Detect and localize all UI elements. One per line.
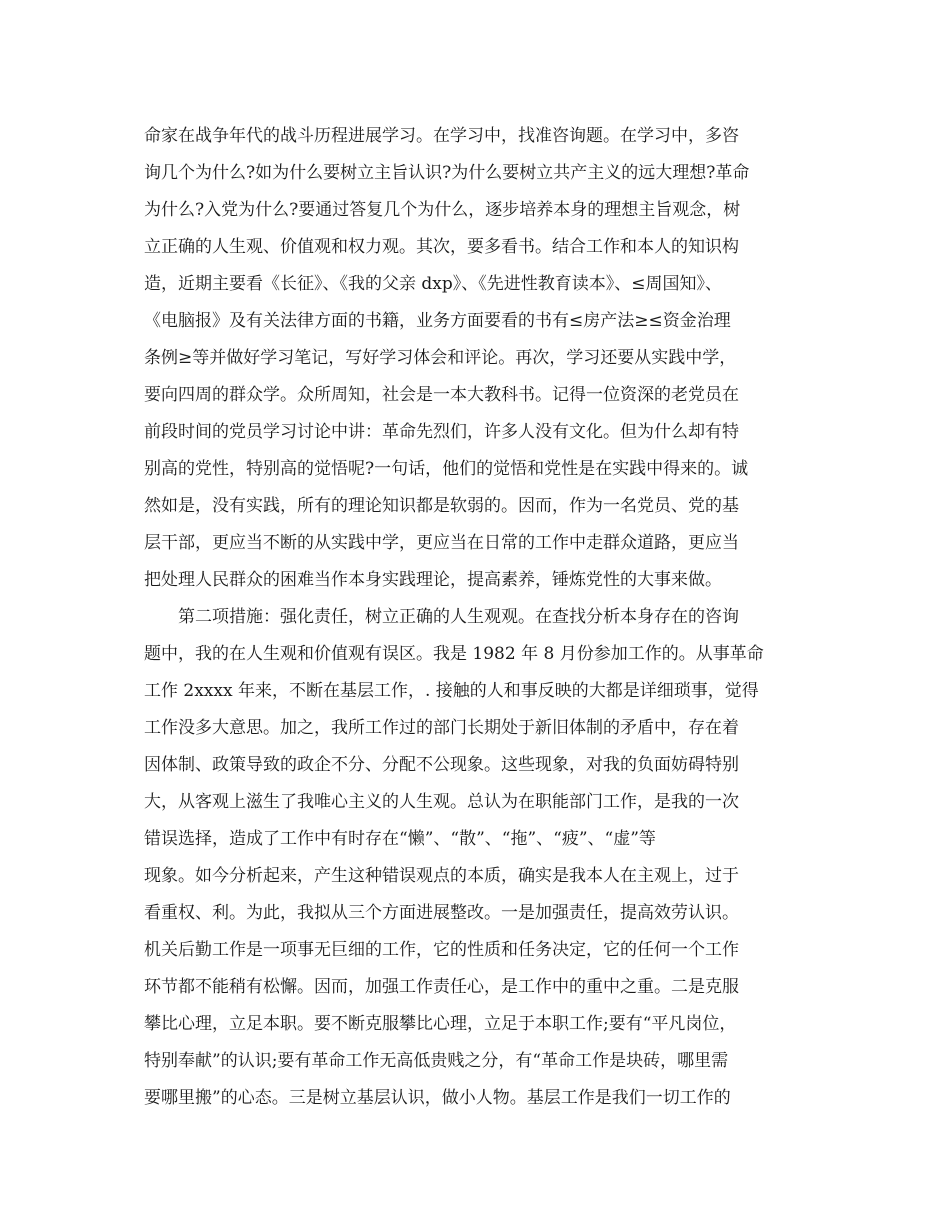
text-line: 别高的党性，特别高的觉悟呢?一句话，他们的觉悟和党性是在实践中得来的。诚 xyxy=(144,459,749,479)
text-line: 条例≥等并做好学习笔记，写好学习体会和评论。再次，学习还要从实践中学， xyxy=(144,348,737,368)
text-line: 看重权、利。为此，我拟从三个方面进展整改。一是加强责任，提高效劳认识。 xyxy=(144,903,739,923)
text-line: 环节都不能稍有松懈。因而，加强工作责任心，是工作中的重中之重。二是克服 xyxy=(144,977,739,997)
text-line: 层干部，更应当不断的从实践中学，更应当在日常的工作中走群众道路，更应当 xyxy=(144,533,739,553)
text-line: 命家在战争年代的战斗历程进展学习。在学习中，找准咨询题。在学习中，多咨 xyxy=(144,126,739,146)
text-line: 工作 2xxxx 年来，不断在基层工作，. 接触的人和事反映的大都是详细琐事，觉得 xyxy=(144,681,759,701)
text-line: 现象。如今分析起来，产生这种错误观点的本质，确实是我本人在主观上，过于 xyxy=(144,866,739,886)
text-line: 大，从客观上滋生了我唯心主义的人生观。总认为在职能部门工作，是我的一次 xyxy=(144,792,739,812)
text-line: 要向四周的群众学。众所周知，社会是一本大教科书。记得一位资深的老党员在 xyxy=(144,385,739,405)
text-line: 题中，我的在人生观和价值观有误区。我是 1982 年 8 月份参加工作的。从事革命 xyxy=(144,644,764,664)
text-line: 前段时间的党员学习讨论中讲：革命先烈们，许多人没有文化。但为什么却有特 xyxy=(144,422,739,442)
text-line: 因体制、政策导致的政企不分、分配不公现象。这些现象，对我的负面妨碍特别 xyxy=(144,755,739,775)
text-line: 攀比心理，立足本职。要不断克服攀比心理，立足于本职工作;要有“平凡岗位， xyxy=(144,1014,737,1034)
text-line: 为什么?入党为什么?要通过答复几个为什么，逐步培养本身的理想主旨观念，树 xyxy=(144,200,741,220)
text-line: 立正确的人生观、价值观和权力观。其次，要多看书。结合工作和本人的知识构 xyxy=(144,237,739,257)
text-line: 错误选择，造成了工作中有时存在“懒”、“散”、“拖”、“疲”、“虚”等 xyxy=(144,829,656,849)
text-line: 然如是，没有实践，所有的理论知识都是软弱的。因而，作为一名党员、党的基 xyxy=(144,496,739,516)
paragraph-start-line: 第二项措施：强化责任，树立正确的人生观观。在查找分析本身存在的咨询 xyxy=(178,607,739,627)
text-line: 工作没多大意思。加之，我所工作过的部门长期处于新旧体制的矛盾中，存在着 xyxy=(144,718,739,738)
body-text xyxy=(144,118,824,1117)
text-line: 机关后勤工作是一项事无巨细的工作，它的性质和任务决定，它的任何一个工作 xyxy=(144,940,739,960)
text-line: 造，近期主要看《长征》、《我的父亲 dxp》、《先进性教育读本》、≤周国知》、 xyxy=(144,274,722,294)
text-line: 要哪里搬”的心态。三是树立基层认识，做小人物。基层工作是我们一切工作的 xyxy=(144,1088,731,1108)
text-line: 询几个为什么?如为什么要树立主旨认识?为什么要树立共产主义的远大理想?革命 xyxy=(144,163,750,183)
text-line: 特别奉献”的认识;要有革命工作无高低贵贱之分，有“革命工作是块砖，哪里需 xyxy=(144,1051,729,1071)
text-line: 把处理人民群众的困难当作本身实践理论，提高素养，锤炼党性的大事来做。 xyxy=(144,570,722,590)
text-line: 《电脑报》及有关法律方面的书籍，业务方面要看的书有≤房产法≥≤资金治理 xyxy=(144,311,731,331)
